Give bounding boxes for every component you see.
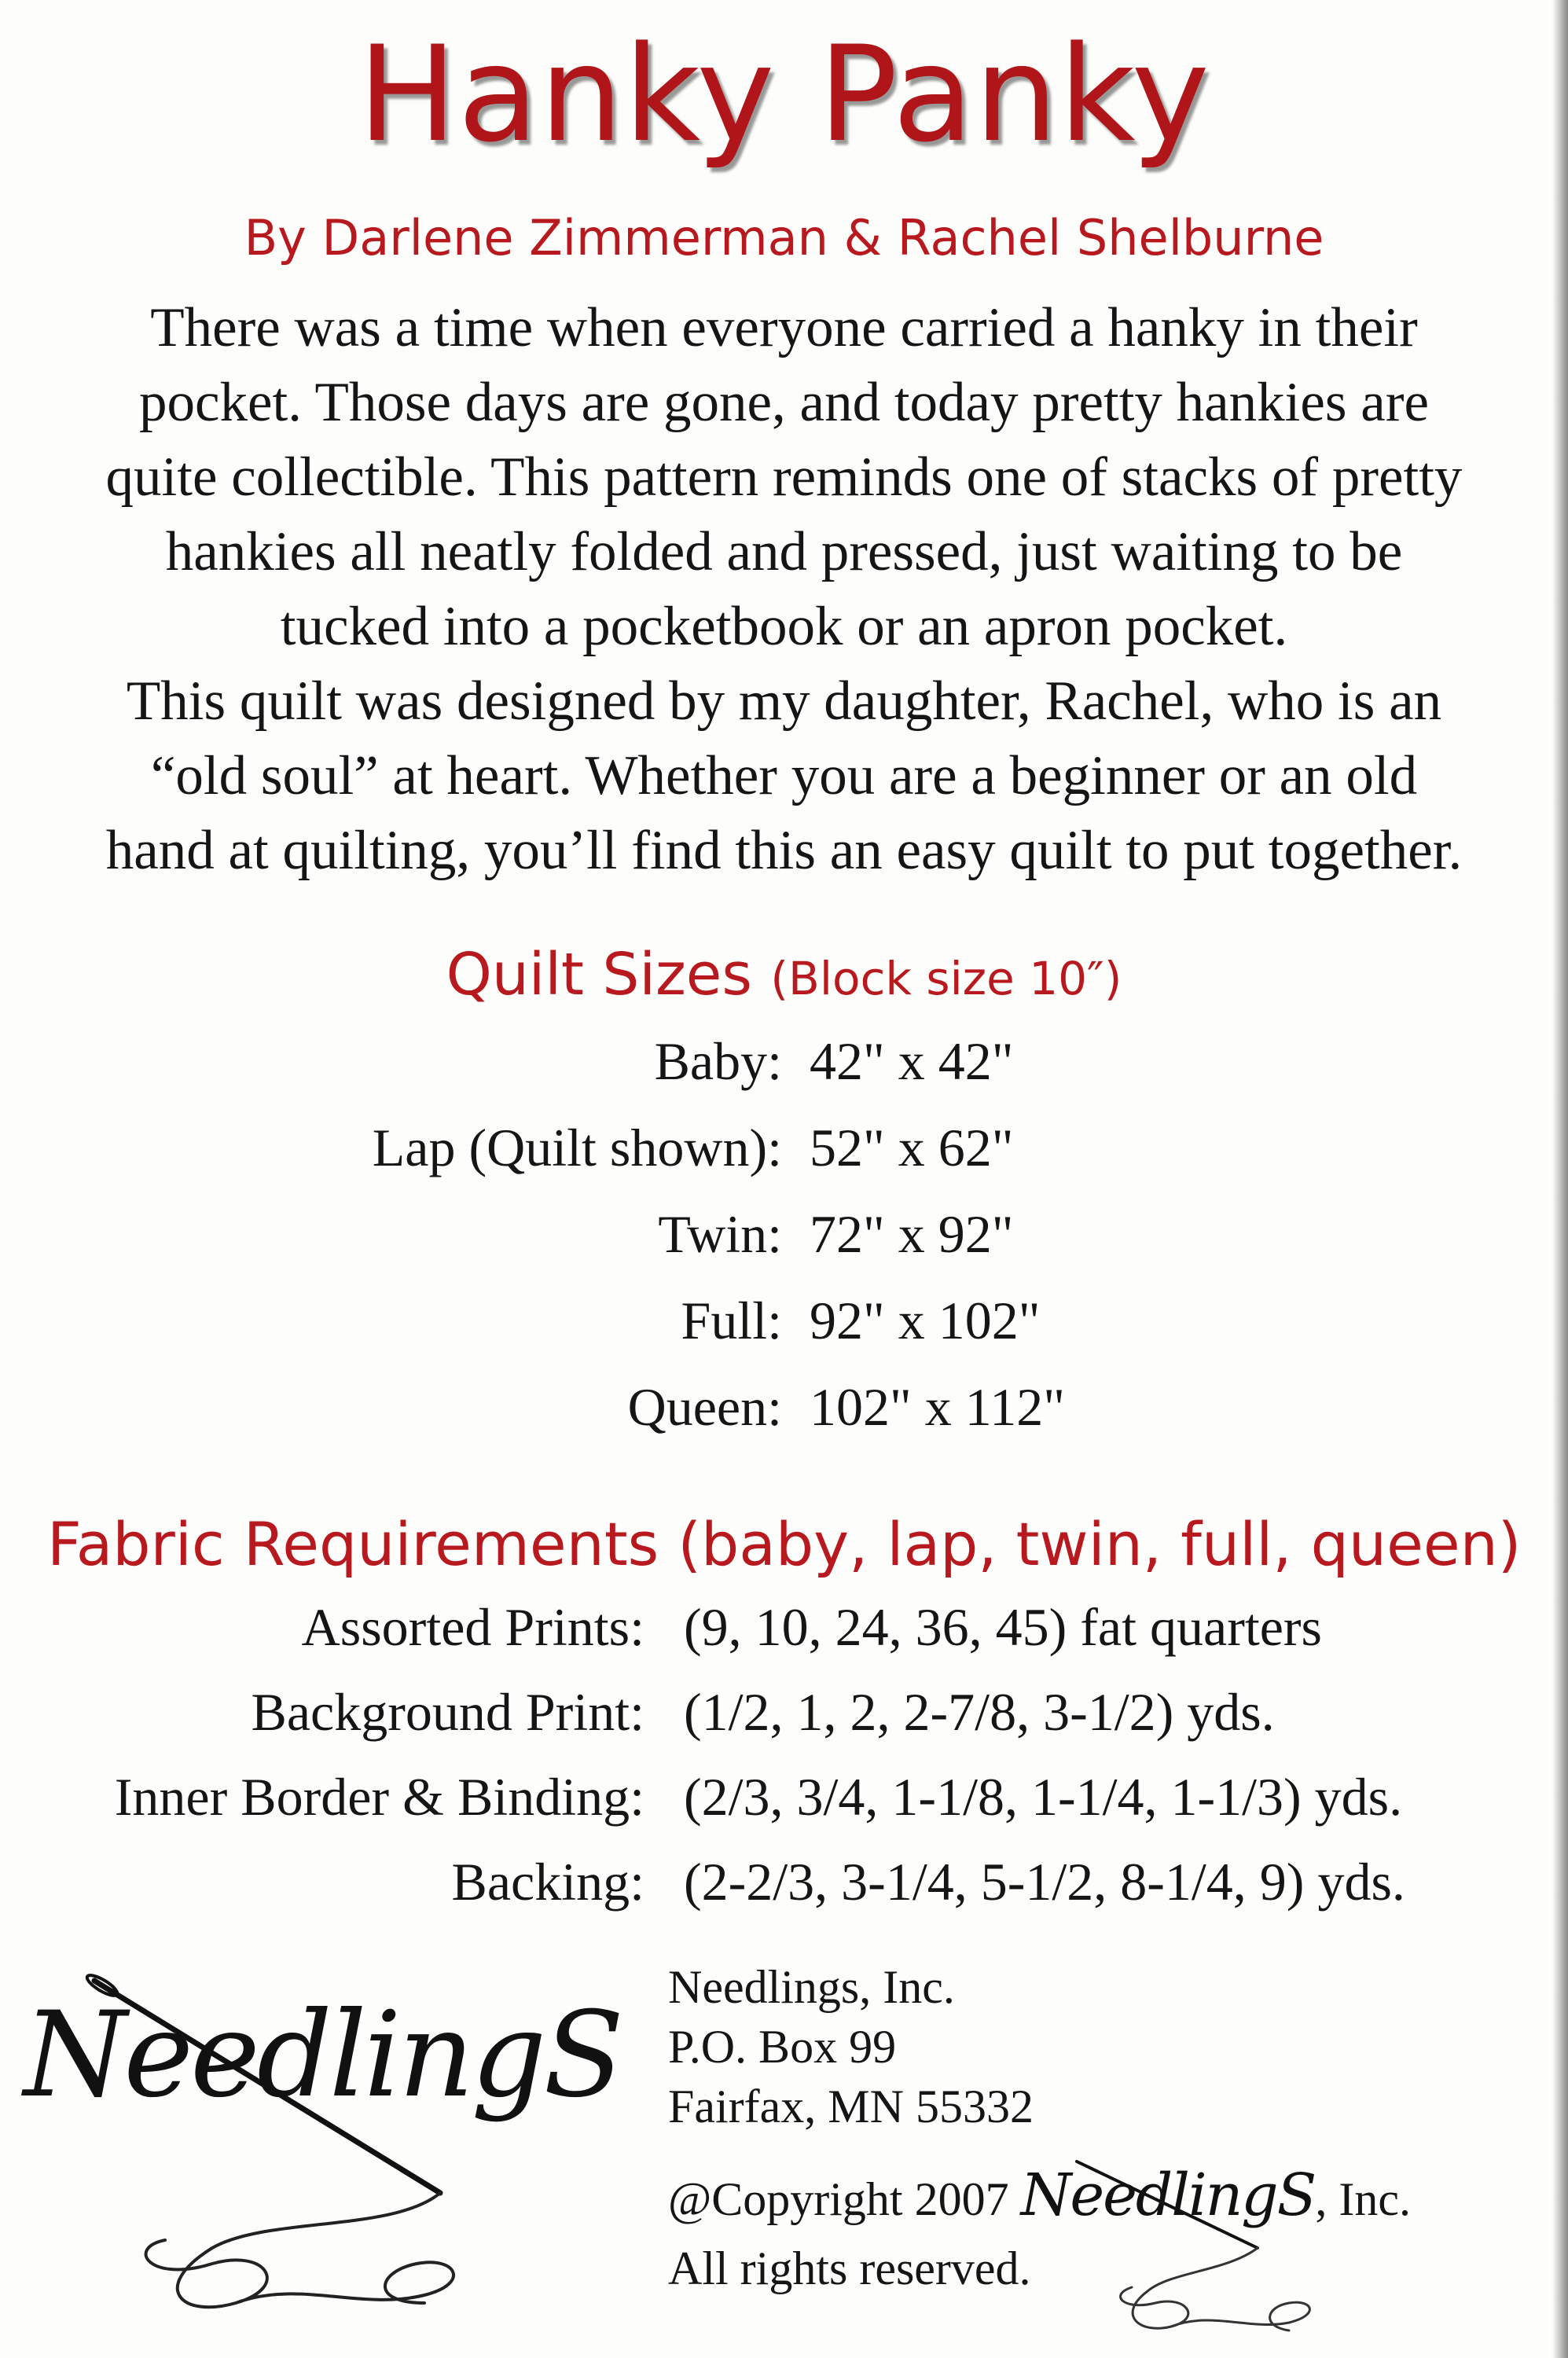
description-line: This quilt was designed by my daughter, Rachel, who is an bbox=[126, 670, 1442, 732]
quilt-size-row bbox=[0, 1281, 1568, 1360]
description-line: tucked into a pocketbook or an apron pocket. bbox=[280, 596, 1288, 657]
fabric-value: (2/3, 3/4, 1-1/8, 1-1/4, 1-1/3) yds. bbox=[684, 1767, 1403, 1827]
copyright-prefix: @Copyright 2007 bbox=[668, 2173, 1009, 2225]
size-label: Queen: bbox=[627, 1377, 782, 1437]
description-line: There was a time when everyone carried a hanky in their bbox=[150, 297, 1418, 358]
description-line: pocket. Those days are gone, and today pretty hankies are bbox=[139, 372, 1429, 433]
size-value: 42" x 42" bbox=[810, 1031, 1014, 1091]
quilt-size-row bbox=[0, 1022, 1568, 1100]
publisher-address bbox=[668, 1957, 1034, 2136]
fabric-row bbox=[0, 1588, 1568, 1666]
description-line: hand at quilting, you’ll find this an easy quilt to put together. bbox=[105, 820, 1463, 881]
size-value: 102" x 112" bbox=[810, 1377, 1065, 1437]
size-value: 72" x 92" bbox=[810, 1204, 1014, 1264]
quilt-size-row bbox=[0, 1368, 1568, 1446]
description-line: “old soul” at heart. Whether you are a beginner or an old bbox=[150, 745, 1418, 806]
fabric-label: Inner Border & Binding: bbox=[114, 1767, 644, 1827]
page-title: Hanky Panky bbox=[358, 17, 1210, 171]
fabric-label: Backing: bbox=[451, 1852, 644, 1912]
fabric-row bbox=[0, 1757, 1568, 1836]
address-line: P.O. Box 99 bbox=[668, 2021, 897, 2073]
size-value: 52" x 62" bbox=[810, 1118, 1014, 1177]
fabric-value: (2-2/3, 3-1/4, 5-1/2, 8-1/4, 9) yds. bbox=[684, 1852, 1405, 1912]
author-byline: By Darlene Zimmerman & Rachel Shelburne bbox=[244, 209, 1324, 266]
copyright-suffix: , Inc. bbox=[1315, 2173, 1411, 2225]
fabric-row bbox=[0, 1673, 1568, 1751]
fabric-label: Background Print: bbox=[251, 1682, 644, 1742]
needlings-logo-small: NeedlingS bbox=[1020, 2162, 1316, 2229]
needlings-logo-text: NeedlingS bbox=[24, 1987, 622, 2124]
rights-reserved: All rights reserved. bbox=[668, 2242, 1031, 2294]
description-line: quite collectible. This pattern reminds one of stacks of pretty bbox=[105, 446, 1463, 508]
address-line: Fairfax, MN 55332 bbox=[668, 2081, 1034, 2132]
pattern-description bbox=[31, 291, 1537, 888]
needlings-logo-small-graphic bbox=[1053, 2154, 1383, 2350]
fabric-requirements-heading: Fabric Requirements (baby, lap, twin, full, queen) bbox=[47, 1509, 1522, 1579]
quilt-sizes-title: Quilt Sizes bbox=[446, 941, 752, 1008]
quilt-size-row bbox=[0, 1195, 1568, 1273]
quilt-size-row bbox=[0, 1108, 1568, 1187]
description-line: hankies all neatly folded and pressed, just waiting to be bbox=[165, 521, 1403, 582]
quilt-sizes-heading bbox=[0, 935, 1568, 1018]
thread-flourish-icon bbox=[1121, 2248, 1310, 2330]
fabric-row bbox=[0, 1842, 1568, 1921]
size-value: 92" x 102" bbox=[810, 1291, 1041, 1350]
block-size-note: (Block size 10″) bbox=[770, 952, 1122, 1005]
size-label: Twin: bbox=[658, 1204, 782, 1264]
fabric-label: Assorted Prints: bbox=[301, 1597, 644, 1657]
address-line: Needlings, Inc. bbox=[668, 1961, 955, 2013]
needle-icon bbox=[1077, 2162, 1258, 2248]
size-label: Lap (Quilt shown): bbox=[372, 1118, 782, 1177]
size-label: Full: bbox=[681, 1291, 782, 1350]
thread-flourish-icon bbox=[146, 2193, 454, 2307]
size-label: Baby: bbox=[654, 1031, 782, 1091]
fabric-value: (1/2, 1, 2, 2-7/8, 3-1/2) yds. bbox=[684, 1682, 1275, 1742]
fabric-value: (9, 10, 24, 36, 45) fat quarters bbox=[684, 1597, 1323, 1657]
